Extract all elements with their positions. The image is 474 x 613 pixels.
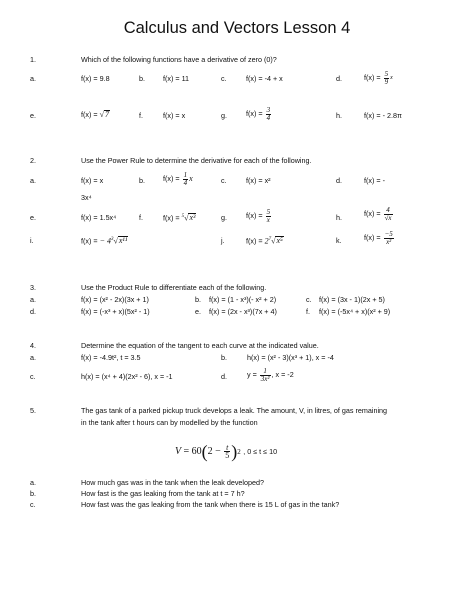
q2b-expr (163, 170, 193, 188)
root-symbol: √ (271, 236, 276, 246)
q2g-num: 5 (266, 207, 271, 216)
q5-equation (175, 440, 277, 464)
q4a-label: a. (30, 353, 36, 362)
q2k-prefix: f(x) = (364, 233, 381, 242)
q2c-expr: f(x) = x² (246, 176, 271, 185)
q1h-label: h. (336, 111, 342, 120)
q4d-label: d. (221, 372, 227, 381)
q2h-label: h. (336, 213, 342, 222)
q2k-label: k. (336, 236, 342, 245)
q3e-expr: f(x) = (2x - x³)(7x + 4) (209, 307, 277, 316)
q2f-index: 5 (181, 214, 185, 219)
page-title: Calculus and Vectors Lesson 4 (123, 19, 351, 37)
q3d-label: d. (30, 307, 36, 316)
q5a-text: How much gas was in the tank when the leak developed? (81, 478, 264, 487)
q4c-label: c. (30, 372, 36, 381)
root-symbol: √ (113, 236, 118, 246)
q4-prompt: Determine the equation of the tangent to each curve at the indicated value. (81, 341, 319, 350)
q3-prompt: Use the Product Rule to differentiate each of the following. (81, 283, 267, 292)
q1d-expr (364, 69, 393, 87)
q2i-coef: − 4 (99, 236, 111, 246)
q1d-num: 5 (384, 69, 389, 78)
q1d-prefix: f(x) = (364, 73, 381, 82)
q1g-label: g. (221, 111, 227, 120)
q2h-expr (364, 205, 394, 223)
q2j-label: j. (221, 236, 225, 245)
q2b-num: 1 (183, 170, 188, 179)
q2i-prefix: f(x) = (81, 236, 98, 246)
q2k-expr (364, 229, 395, 247)
root-symbol: √ (184, 213, 189, 223)
q2a-expr: f(x) = x (81, 176, 104, 185)
sqrt-symbol: √ (99, 110, 104, 119)
q2f-prefix: f(x) = (163, 213, 180, 223)
q2d-expr: f(x) = - (364, 176, 385, 185)
q1f-expr: f(x) = x (163, 111, 186, 120)
q1g-prefix: f(x) = (246, 109, 263, 118)
q2h-prefix: f(x) = (364, 209, 381, 218)
q3-number: 3. (30, 283, 36, 292)
eq-equals-60: = 60 (183, 446, 202, 457)
eq-den: 5 (225, 451, 230, 461)
q1g-fraction (266, 107, 272, 122)
q2g-expr (246, 207, 272, 225)
eq-fraction (224, 444, 230, 459)
q5-line2: in the tank after t hours can by modelled by the function (81, 418, 258, 427)
q2a-label: a. (30, 176, 36, 185)
q1d-label: d. (336, 74, 342, 83)
q3e-label: e. (195, 307, 201, 316)
q2d-label: d. (336, 176, 342, 185)
q3d-expr: f(x) = (-x³ + x)(5x² - 1) (81, 307, 150, 316)
q2k-num: −5 (384, 229, 393, 238)
q4d-fraction (260, 368, 271, 383)
eq-v: V (175, 446, 181, 457)
q1e-label: e. (30, 111, 36, 120)
q2b-den: 4 (183, 178, 188, 187)
q2f-expr (163, 212, 196, 222)
q5c-label: c. (30, 500, 36, 509)
q2g-label: g. (221, 213, 227, 222)
q2e-expr: f(x) = 1.5x⁴ (81, 213, 117, 222)
q2-prompt: Use the Power Rule to determine the derivative for each of the following. (81, 156, 312, 165)
q2i-expr (81, 235, 128, 245)
q2j-index: 7 (268, 237, 272, 242)
q1b-expr: f(x) = 11 (163, 74, 190, 83)
q2b-prefix: f(x) = (163, 174, 180, 183)
q2h-num: 4 (384, 207, 393, 215)
q4d-num: 1 (260, 368, 271, 376)
q1e-radicand: 7 (104, 110, 109, 119)
q2h-den: √x (384, 213, 392, 222)
eq-open-paren: ( (201, 441, 208, 462)
q3a-label: a. (30, 295, 36, 304)
q2i-radicand: x¹¹ (118, 236, 128, 246)
q3c-expr: f(x) = (3x - 1)(2x + 5) (319, 295, 385, 304)
q5-line1: The gas tank of a parked pickup truck develops a leak. The amount, V, in litres, of gas remaining (81, 406, 388, 415)
q2k-den: x² (386, 237, 392, 246)
q4d-den: 3x² (260, 374, 270, 383)
q4d-prefix: y = (247, 370, 257, 379)
q1c-label: c. (221, 74, 227, 83)
q2i-index: 3 (110, 237, 114, 242)
q1c-expr: f(x) = -4 + x (246, 74, 283, 83)
q1g-den: 4 (266, 113, 271, 122)
q2j-expr (246, 235, 284, 245)
q5b-label: b. (30, 489, 36, 498)
q1d-den: 9 (384, 77, 389, 86)
q3a-expr: f(x) = (x² - 2x)(3x + 1) (81, 295, 149, 304)
eq-num: t (226, 443, 229, 453)
q1-number: 1. (30, 55, 36, 64)
q1b-label: b. (139, 74, 145, 83)
q1a-label: a. (30, 74, 36, 83)
q1e-prefix: f(x) = (81, 110, 98, 119)
q1-prompt: Which of the following functions have a derivative of zero (0)? (81, 55, 277, 64)
q5c-text: How fast was the gas leaking from the tank when there is 15 L of gas in the tank? (81, 500, 340, 509)
q2j-coef: 2 (264, 236, 269, 246)
q2b-label: b. (139, 176, 145, 185)
q1a-expr: f(x) = 9.8 (81, 74, 110, 83)
q2f-label: f. (139, 213, 143, 222)
q2g-den: x (266, 215, 270, 224)
q4b-label: b. (221, 353, 227, 362)
q2j-radicand: x⁵ (276, 236, 283, 246)
q5-number: 5. (30, 406, 36, 415)
eq-close-paren: ) (231, 441, 238, 462)
q2i-label: i. (30, 236, 34, 245)
q1d-var: x (390, 75, 393, 81)
q4-number: 4. (30, 341, 36, 350)
q5a-label: a. (30, 478, 36, 487)
q4d-after: , x = -2 (271, 370, 294, 379)
q2k-fraction (384, 231, 394, 246)
q2b-var: x (189, 174, 193, 183)
q1g-expr (246, 105, 272, 123)
q2j-prefix: f(x) = (246, 236, 263, 246)
q2f-radicand: x³ (189, 213, 196, 223)
q1e-expr (81, 110, 110, 119)
eq-exponent: 2 (237, 448, 241, 456)
q2h-fraction (384, 207, 393, 222)
q1g-num: 3 (266, 105, 271, 114)
q2-number: 2. (30, 156, 36, 165)
q4c-expr: h(x) = (x⁴ + 4)(2x² - 6), x = -1 (81, 372, 173, 381)
q1d-fraction (384, 71, 390, 86)
q2d-continuation: 3x⁴ (81, 193, 92, 202)
q4b-expr: h(x) = (x² - 3)(x³ + 1), x = -4 (247, 353, 334, 362)
q3f-expr: f(x) = (-5x⁴ + x)(x² + 9) (319, 307, 391, 316)
q4a-expr: f(x) = -4.9t², t = 3.5 (81, 353, 141, 362)
eq-two-minus: 2 − (207, 446, 221, 457)
q1h-expr: f(x) = - 2.8π (364, 111, 402, 120)
q5b-text: How fast is the gas leaking from the tank at t = 7 h? (81, 489, 245, 498)
q2g-fraction (266, 209, 272, 224)
q3b-expr: f(x) = (1 - x³)(- x² + 2) (209, 295, 277, 304)
q1f-label: f. (139, 111, 143, 120)
q2c-label: c. (221, 176, 227, 185)
q3c-label: c. (306, 295, 312, 304)
q3b-label: b. (195, 295, 201, 304)
q4d-expr (247, 366, 294, 384)
q2e-label: e. (30, 213, 36, 222)
q2g-prefix: f(x) = (246, 211, 263, 220)
q2b-fraction (183, 172, 189, 187)
q3f-label: f. (306, 307, 310, 316)
eq-domain: , 0 ≤ t ≤ 10 (243, 447, 278, 456)
